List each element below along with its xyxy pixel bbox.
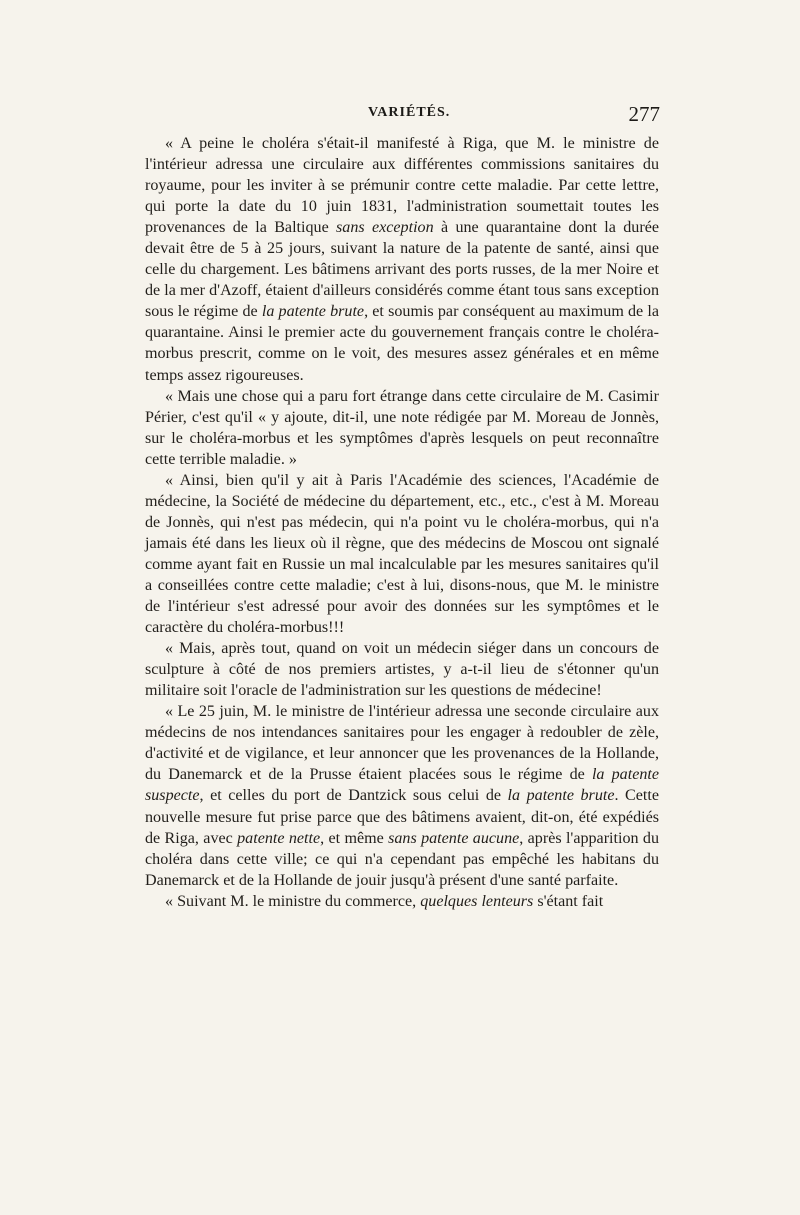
text-segment: « Mais, après tout, quand on voit un médecin siéger dans un concours de sculpture à côté de nos premiers artistes, y a-t-il lieu de s'étonner qu'un militaire soit l'oracle de l'administration sur les questions de médecine! bbox=[145, 640, 659, 700]
text-segment: à une quarantaine dont la durée devait être de 5 à 25 jours, suivant la nature de la patente de santé, ainsi que celle du chargement. Les bâtimens arrivant des ports russes, de la mer Noire et de la mer d'Azoff, étaient d'ailleurs considérés comme étant tous sans exception sous le régime de bbox=[145, 219, 659, 321]
body-text bbox=[145, 133, 659, 912]
italic-segment: quelques lenteurs bbox=[420, 892, 534, 910]
text-segment: « Suivant M. le ministre du commerce, bbox=[165, 892, 421, 910]
italic-segment: sans patente aucune bbox=[388, 829, 520, 847]
text-segment: , après l'apparition du choléra dans cette ville; ce qui n'a cependant pas empêché les habitans du Danemarck et de la Hollande de jouir jusqu'à présent d'une santé parfaite. bbox=[145, 829, 660, 889]
text-segment: , et soumis par conséquent au maximum de la quarantaine. Ainsi le premier acte du gouvernement français contre le choléra-morbus prescrit, comme on le voit, des mesures assez générales et en même temps assez rigoureuses. bbox=[145, 303, 660, 384]
italic-segment: la patente brute bbox=[507, 787, 615, 805]
paragraph bbox=[145, 133, 659, 386]
text-segment: . Cette nouvelle mesure fut prise parce que des bâtimens avaient, dit-on, été expédiés de Riga, avec bbox=[145, 787, 660, 847]
text-segment: « A peine le choléra s'était-il manifesté à Riga, que M. le ministre de l'intérieur adressa une circulaire aux différentes commissions sanitaires du royaume, pour les inviter à se prémunir contre cette maladie. Par cette lettre, qui porte la date du 10 juin 1831, l'administration soumettait toutes les provenances de la Baltique bbox=[145, 135, 659, 237]
italic-segment: la patente brute bbox=[261, 303, 365, 321]
text-segment: , et celles du port de Dantzick sous celui de bbox=[199, 787, 508, 805]
paragraph bbox=[145, 701, 659, 890]
italic-segment: patente nette bbox=[237, 829, 321, 847]
text-segment: « Le 25 juin, M. le ministre de l'intérieur adressa une seconde circulaire aux médecins de nos intendances sanitaires pour les engager à redoubler de zèle, d'activité et de vigilance, et leur annoncer que les provenances de la Hollande, du Danemarck et de la Prusse étaient placées sous le régime de bbox=[145, 703, 659, 784]
text-segment: « Mais une chose qui a paru fort étrange dans cette circulaire de M. Casimir Périer, c'est qu'il « y ajoute, dit-il, une note rédigée par M. Moreau de Jonnès, sur le choléra-morbus et les symptômes d'après lesquels on peut reconnaître cette terrible maladie. » bbox=[145, 387, 659, 468]
italic-segment: la patente suspecte bbox=[145, 766, 659, 805]
text-segment: s'étant fait bbox=[533, 892, 604, 910]
italic-segment: sans exception bbox=[336, 219, 434, 237]
paragraph bbox=[145, 638, 659, 701]
page-header bbox=[148, 102, 660, 132]
paragraph bbox=[145, 470, 659, 638]
paragraph bbox=[145, 386, 659, 470]
text-segment: , et même bbox=[320, 829, 389, 847]
running-head: VARIÉTÉS. bbox=[368, 105, 451, 120]
text-segment: « Ainsi, bien qu'il y ait à Paris l'Académie des sciences, l'Académie de médecine, la Société de médecine du département, etc., etc., c'est à M. Moreau de Jonnès, qui n'est pas médecin, qui n'a point vu le choléra-morbus, qui n'a jamais été dans les lieux où il règne, que des médecins de Moscou ont signalé comme ayant fait en Russie un mal incalculable par les mesures sanitaires qu'il a conseillées contre cette maladie; c'est à lui, disons-nous, que M. le ministre de l'intérieur s'est adressé pour avoir des données sur les symptômes et le caractère du choléra-morbus!!! bbox=[145, 471, 659, 637]
page-number: 277 bbox=[628, 102, 660, 126]
paragraph bbox=[145, 891, 659, 912]
